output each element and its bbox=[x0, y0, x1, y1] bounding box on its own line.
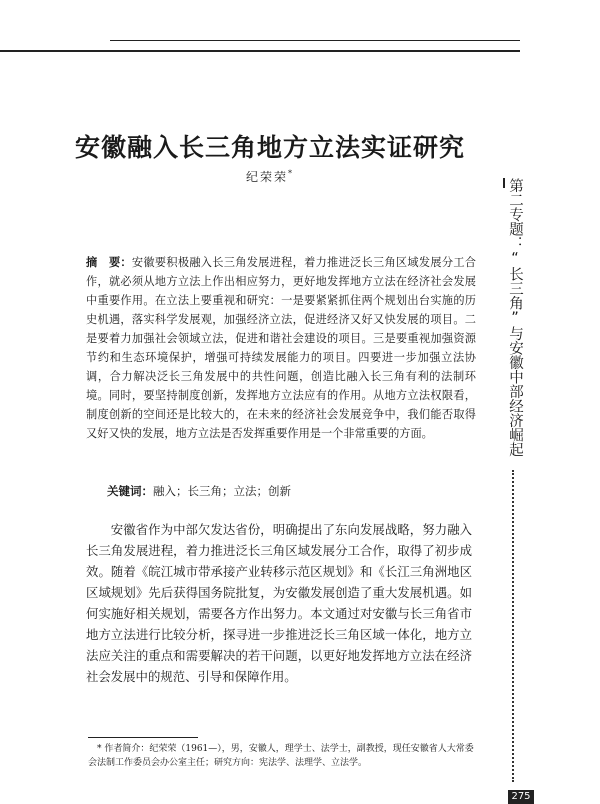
body-paragraph: 安徽省作为中部欠发达省份，明确提出了东向发展战略，努力融入长三角发展进程，着力推进泛长三角区域发展分工合作，取得了初步成效。随着《皖江城市带承接产业转移示范区规划》和《长江三角洲地区区域规划》先后获得国务院批复，为安徽发展创造了重大发展机遇。如何实施好相关规划，需要各方作出努力。本文通过对安徽与长三角省市地方立法进行比较分析，探寻进一步推进泛长三角区域一体化，地方立法应关注的重点和需要解决的若干问题，以更好地发挥地方立法在经济社会发展中的规范、引导和保障作用。 bbox=[86, 522, 472, 684]
footnote: * 作者简介：纪荣荣（1961—），男，安徽人，理学士、法学士，副教授，现任安徽省人大常委会法制工作委员会办公室主任；研究方向：宪法学、法理学、立法学。 bbox=[88, 744, 474, 768]
abstract-text: 安徽要积极融入长三角发展进程，着力推进泛长三角区域发展分工合作，就必须从地方立法上作出相应努力，更好地发挥地方立法在经济社会发展中重要作用。在立法上要重视和研究：一是要紧紧抓住两个规划出台实施的历史机遇，落实科学发展观，加强经济立法，促进经济又好又快发展的项目。二是要着力加强社会领域立法，促进和谐社会建设的项目。三是要重视加强资源节约和生态环境保护，增强可持续发展能力的项目。四要进一步加强立法协调，合力解决泛长三角发展中的共性问题，创造比融入长三角有利的法制环境。同时，要坚持制度创新，发挥地方立法应有的作用。从地方立法权限看，制度创新的空间还是比较大的，在未来的经济社会发展竞争中，我们能否取得又好又快的发展，地方立法是否发挥重要作用是一个非常重要的方面。 bbox=[86, 256, 476, 440]
keywords-label: 关键词： bbox=[107, 484, 153, 498]
author-name: 纪荣荣 bbox=[245, 170, 288, 184]
page-number: 275 bbox=[508, 790, 534, 804]
author-footnote-mark: * bbox=[288, 169, 294, 178]
top-rule-thin bbox=[110, 40, 520, 41]
abstract-label: 摘 要： bbox=[86, 256, 132, 269]
author-line bbox=[60, 168, 480, 185]
abstract bbox=[86, 253, 476, 443]
footnote-rule bbox=[88, 737, 198, 738]
keywords-text: 融入；长三角；立法；创新 bbox=[153, 484, 291, 498]
paper-title: 安徽融入长三角地方立法实证研究 bbox=[74, 133, 465, 162]
top-rule bbox=[0, 50, 520, 52]
side-dotted-rule bbox=[512, 470, 514, 782]
keywords bbox=[107, 483, 467, 499]
side-section-title: 第二专题：“长三角”与安徽中部经济崛起 bbox=[507, 178, 523, 457]
